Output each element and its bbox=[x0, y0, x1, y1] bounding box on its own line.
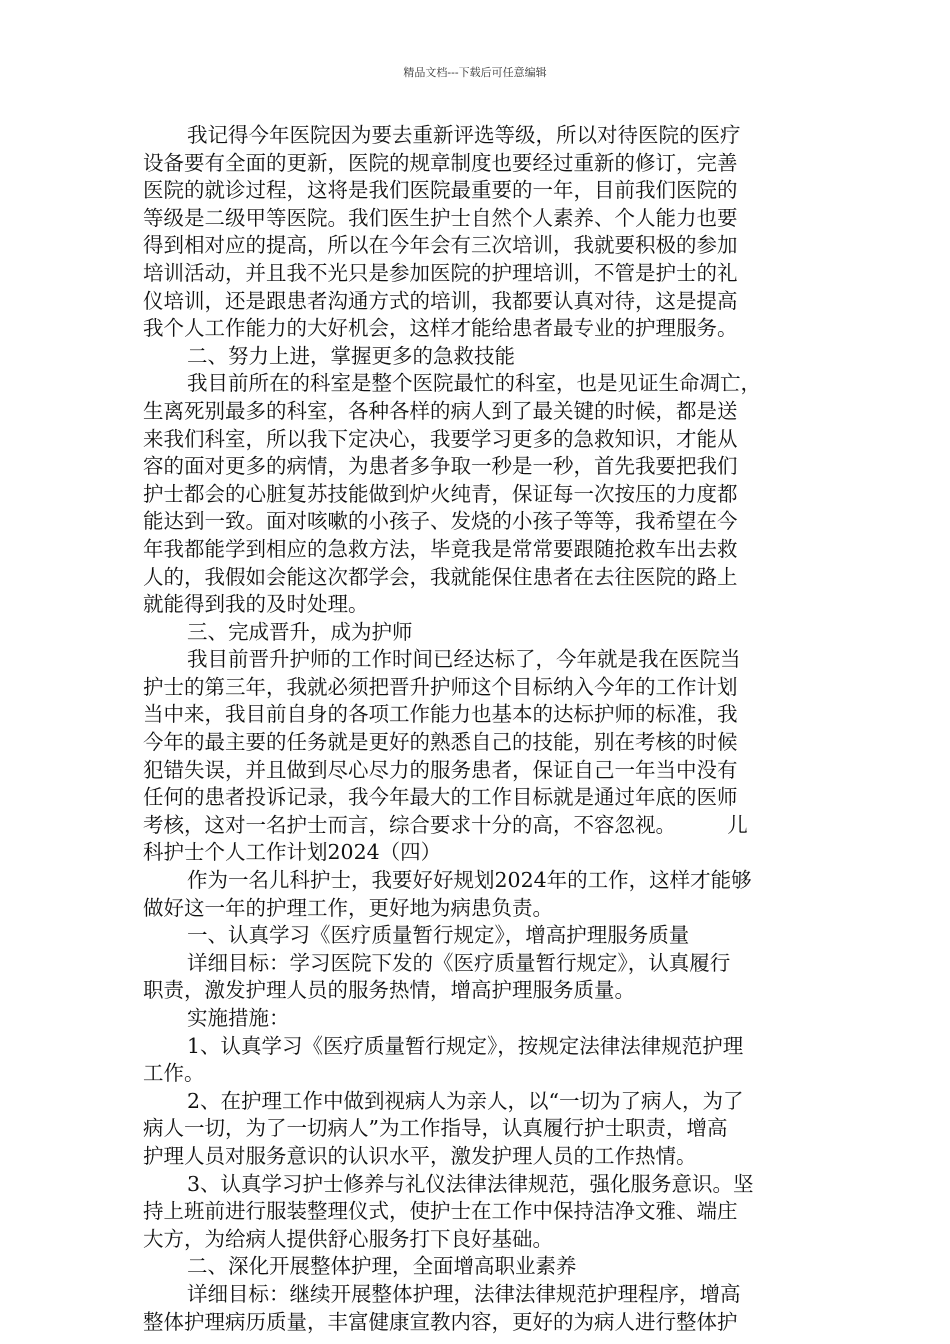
text-line: 犯错失误，并且做到尽心尽力的服务患者，保证自己一年当中没有 bbox=[143, 757, 738, 782]
text-line: 持上班前进行服装整理仪式，使护士在工作中保持洁净文雅、端庄 bbox=[143, 1199, 738, 1224]
text-line: 科护士个人工作计划2024（四） bbox=[143, 840, 442, 865]
text-line: 就能得到我的及时处理。 bbox=[143, 592, 369, 617]
text-line: 考核，这对一名护士而言，综合要求十分的高，不容忽视。 儿 bbox=[143, 812, 748, 837]
text-line: 年我都能学到相应的急救方法，毕竟我是常常要跟随抢救车出去救 bbox=[143, 536, 738, 561]
text-line: 大方，为给病人提供舒心服务打下良好基础。 bbox=[143, 1226, 553, 1251]
text-line: 生离死别最多的科室，各种各样的病人到了最关键的时候，都是送 bbox=[143, 398, 738, 423]
text-line: 整体护理病历质量，丰富健康宣教内容，更好的为病人进行整体护 bbox=[143, 1309, 738, 1334]
text-line: 仪培训，还是跟患者沟通方式的培训，我都要认真对待，这是提高 bbox=[143, 288, 738, 313]
text-line: 一、认真学习《医疗质量暂行规定》，增高护理服务质量 bbox=[187, 923, 690, 948]
text-line: 三、完成晋升，成为护师 bbox=[187, 619, 413, 644]
text-line: 职责，激发护理人员的服务热情，增高护理服务质量。 bbox=[143, 978, 635, 1003]
text-line: 能达到一致。面对咳嗽的小孩子、发烧的小孩子等等，我希望在今 bbox=[143, 509, 738, 534]
text-line: 详细目标：学习医院下发的《医疗质量暂行规定》，认真履行 bbox=[187, 950, 731, 975]
text-line: 来我们科室，所以我下定决心，我要学习更多的急救知识，才能从 bbox=[143, 426, 738, 451]
page-header: 精品文档---下载后可任意编辑 bbox=[403, 66, 547, 79]
text-line: 当中来，我目前自身的各项工作能力也基本的达标护师的标准，我 bbox=[143, 702, 738, 727]
text-line: 实施措施： bbox=[187, 1006, 290, 1030]
text-line: 做好这一年的护理工作，更好地为病患负责。 bbox=[143, 895, 553, 920]
text-line: 护理人员对服务意识的认识水平，激发护理人员的工作热情。 bbox=[143, 1143, 697, 1168]
text-line: 容的面对更多的病情，为患者多争取一秒是一秒，首先我要把我们 bbox=[143, 454, 738, 479]
text-line: 等级是二级甲等医院。我们医生护士自然个人素养、个人能力也要 bbox=[143, 205, 738, 230]
document-body bbox=[143, 122, 803, 1336]
text-line: 二、努力上进，掌握更多的急救技能 bbox=[187, 343, 515, 368]
text-line: 工作。 bbox=[143, 1061, 205, 1086]
text-line: 设备要有全面的更新，医院的规章制度也要经过重新的修订，完善 bbox=[143, 150, 738, 175]
text-line: 培训活动，并且我不光只是参加医院的护理培训，不管是护士的礼 bbox=[143, 260, 738, 285]
text-line: 护士都会的心脏复苏技能做到炉火纯青，保证每一次按压的力度都 bbox=[143, 481, 738, 506]
text-line: 护士的第三年，我就必须把晋升护师这个目标纳入今年的工作计划 bbox=[143, 674, 738, 699]
text-line: 任何的患者投诉记录，我今年最大的工作目标就是通过年底的医师 bbox=[143, 785, 738, 810]
text-line: 我记得今年医院因为要去重新评选等级，所以对待医院的医疗 bbox=[187, 123, 741, 147]
text-line: 医院的就诊过程，这将是我们医院最重要的一年，目前我们医院的 bbox=[143, 178, 738, 203]
text-line: 2、在护理工作中做到视病人为亲人，以“一切为了病人，为了 bbox=[187, 1088, 744, 1113]
text-line: 我个人工作能力的大好机会，这样才能给患者最专业的护理服务。 bbox=[143, 316, 738, 341]
text-line: 病人一切，为了一切病人”为工作指导，认真履行护士职责，增高 bbox=[143, 1116, 728, 1141]
text-line: 二、深化开展整体护理，全面增高职业素养 bbox=[187, 1254, 577, 1279]
text-line: 详细目标：继续开展整体护理，法律法律规范护理程序，增高 bbox=[187, 1281, 741, 1306]
text-line: 我目前所在的科室是整个医院最忙的科室，也是见证生命凋亡， bbox=[187, 371, 761, 396]
text-line: 3、认真学习护士修养与礼仪法律法律规范，强化服务意识。坚 bbox=[187, 1171, 754, 1196]
text-line: 作为一名儿科护士，我要好好规划2024年的工作，这样才能够 bbox=[187, 868, 752, 893]
text-line: 得到相对应的提高，所以在今年会有三次培训，我就要积极的参加 bbox=[143, 233, 738, 258]
text-line: 1、认真学习《医疗质量暂行规定》，按规定法律法律规范护理 bbox=[187, 1033, 744, 1058]
text-line: 人的，我假如会能这次都学会，我就能保住患者在去往医院的路上 bbox=[143, 564, 738, 589]
text-line: 我目前晋升护师的工作时间已经达标了，今年就是我在医院当 bbox=[187, 647, 741, 672]
text-line: 今年的最主要的任务就是更好的熟悉自己的技能，别在考核的时候 bbox=[143, 730, 738, 755]
